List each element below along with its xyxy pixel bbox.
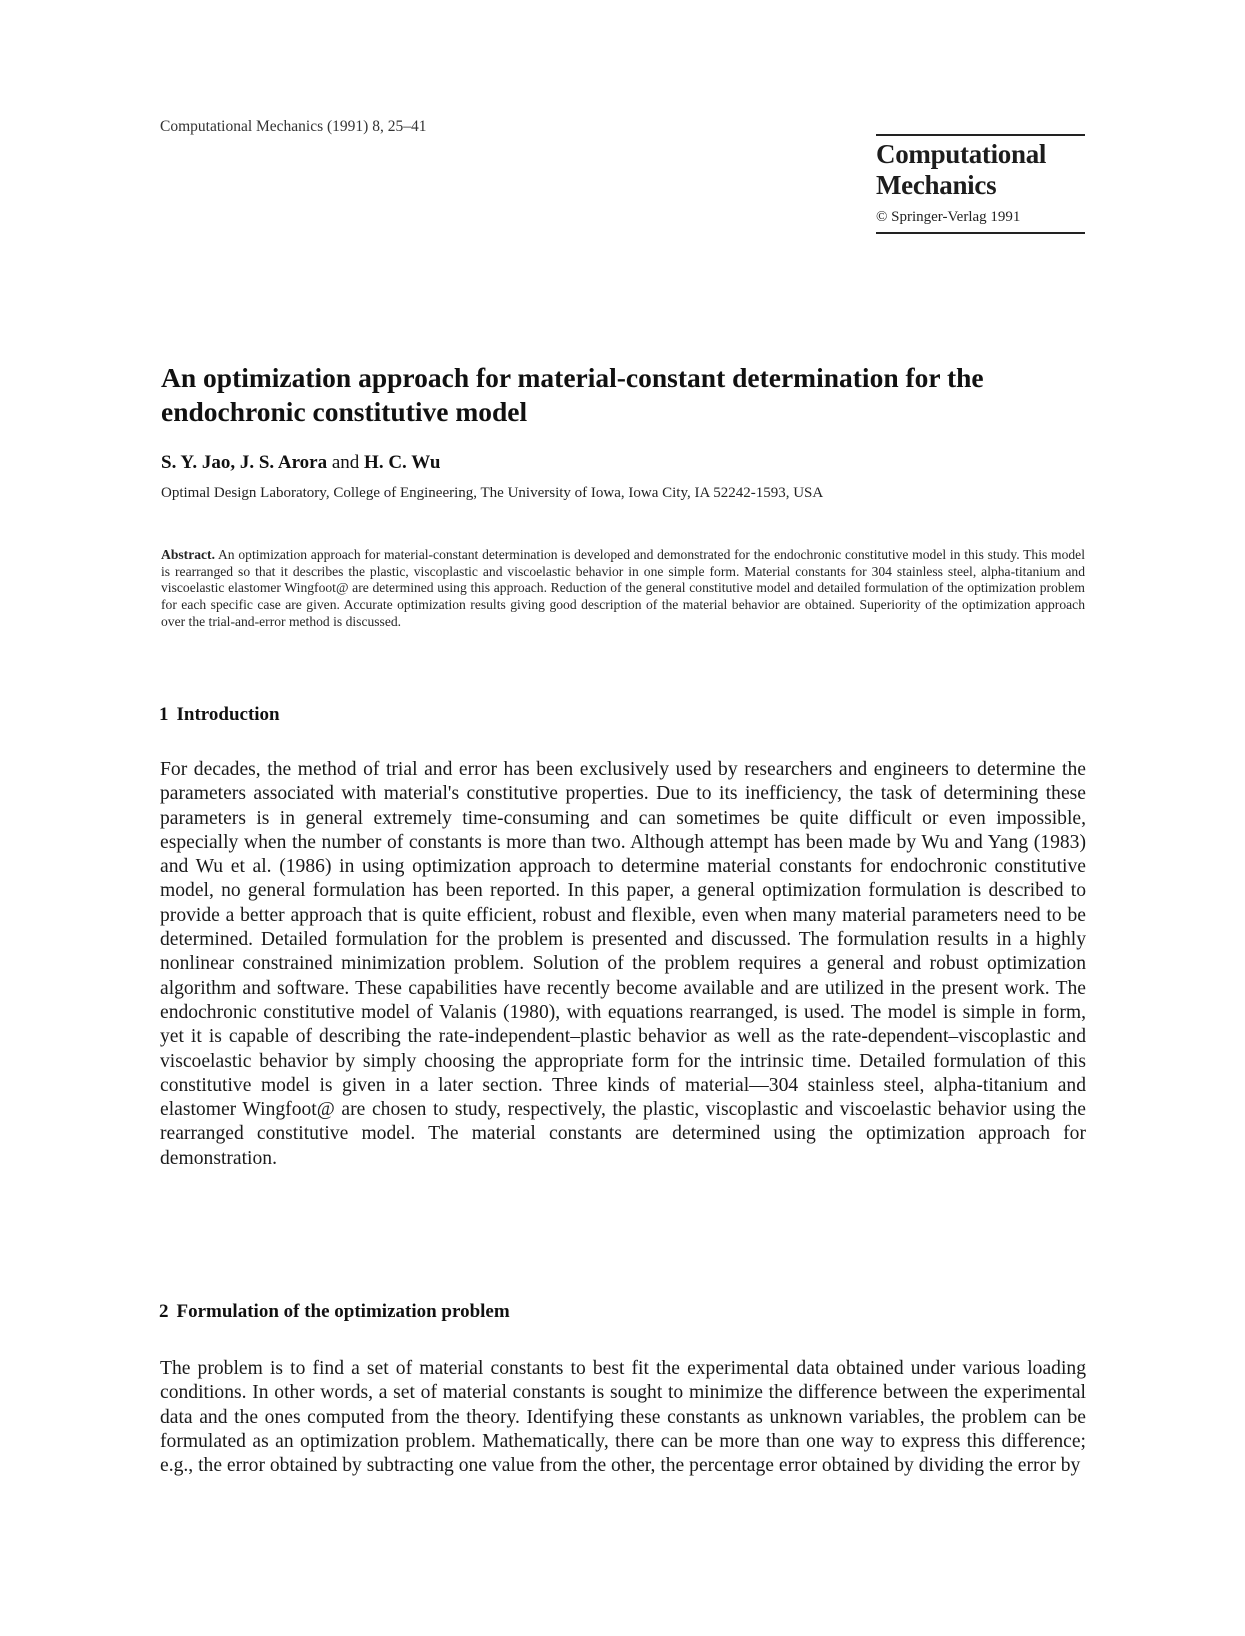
journal-name-line2: Mechanics xyxy=(876,170,997,200)
abstract xyxy=(161,547,1085,631)
copyright-notice: © Springer-Verlag 1991 xyxy=(876,209,1021,225)
author-affiliation: Optimal Design Laboratory, College of Engineering, The University of Iowa, Iowa City, IA 52242-1593, USA xyxy=(161,485,824,501)
journal-name-line1: Computational xyxy=(876,139,1047,169)
author-list xyxy=(161,452,440,474)
section-number: 2 xyxy=(159,1301,169,1322)
section-title: Introduction xyxy=(176,704,280,725)
authors-first: S. Y. Jao, J. S. Arora xyxy=(161,452,328,473)
section-heading-introduction xyxy=(159,704,280,726)
abstract-label: Abstract. xyxy=(161,547,215,562)
introduction-paragraph: For decades, the method of trial and error has been exclusively used by researchers and engineers to determine the parameters associated with material's constitutive properties. Due to its inefficiency, the task of determining these parameters is in general extremely time-consuming and can sometimes be quite difficult or even impossible, especially when the number of constants is more than two. Although attempt has been made by Wu and Yang (1983) and Wu et al. (1986) in using optimization approach to determine material constants for endochronic constitutive model, no general formulation has been reported. In this paper, a general optimization formulation is described to provide a better approach that is quite efficient, robust and flexible, even when many material parameters need to be determined. Detailed formulation for the problem is presented and discussed. The formulation results in a highly nonlinear constrained minimization problem. Solution of the problem requires a general and robust optimization algorithm and software. These capabilities have recently become available and are utilized in the present work. The endochronic constitutive model of Valanis (1980), with equations rearranged, is used. The model is simple in form, yet it is capable of describing the rate-independent–plastic behavior as well as the rate-dependent–viscoplastic and viscoelastic behavior by simply choosing the appropriate form for the intrinsic time. Detailed formulation of this constitutive model is given in a later section. Three kinds of material—304 stainless steel, alpha-titanium and elastomer Wingfoot@ are chosen to study, respectively, the plastic, viscoplastic and viscoelastic behavior using the rearranged constitutive model. The material constants are determined using the optimization approach for demonstration. xyxy=(160,759,1086,1169)
authors-conjunction: and xyxy=(331,452,360,473)
formulation-paragraph: The problem is to find a set of material constants to best fit the experimental data obtained under various loading conditions. In other words, a set of material constants is sought to minimize the difference between the experimental data and the ones computed from the theory. Identifying these constants as unknown variables, the problem can be formulated as an optimization problem. Mathematically, there can be more than one way to express this difference; e.g., the error obtained by subtracting one value from the other, the percentage error obtained by dividing the error by xyxy=(160,1358,1086,1477)
journal-masthead xyxy=(876,134,1085,234)
masthead-bottom-rule xyxy=(876,232,1085,234)
masthead-top-rule xyxy=(876,134,1085,136)
section-title: Formulation of the optimization problem xyxy=(176,1301,510,1322)
journal-citation: Computational Mechanics (1991) 8, 25–41 xyxy=(160,118,427,135)
abstract-text: An optimization approach for material-constant determination is developed and demonstrated for the endochronic constitutive model in this study. This model is rearranged so that it describes the plastic, viscoplastic and viscoelastic behavior in one simple form. Material constants for 304 stainless steel, alpha-titanium and viscoelastic elastomer Wingfoot@ are determined using this approach. Reduction of the general constitutive model and detailed formulation of the optimization problem for each specific case are given. Accurate optimization results giving good description of the material behavior are obtained. Superiority of the optimization approach over the trial-and-error method is discussed. xyxy=(161,547,1085,629)
section-heading-formulation xyxy=(159,1301,510,1323)
journal-name xyxy=(876,139,1085,201)
article-title: An optimization approach for material-constant determination for the endochronic constitutive model xyxy=(161,362,984,427)
authors-last: H. C. Wu xyxy=(364,452,441,473)
section-number: 1 xyxy=(159,704,169,725)
